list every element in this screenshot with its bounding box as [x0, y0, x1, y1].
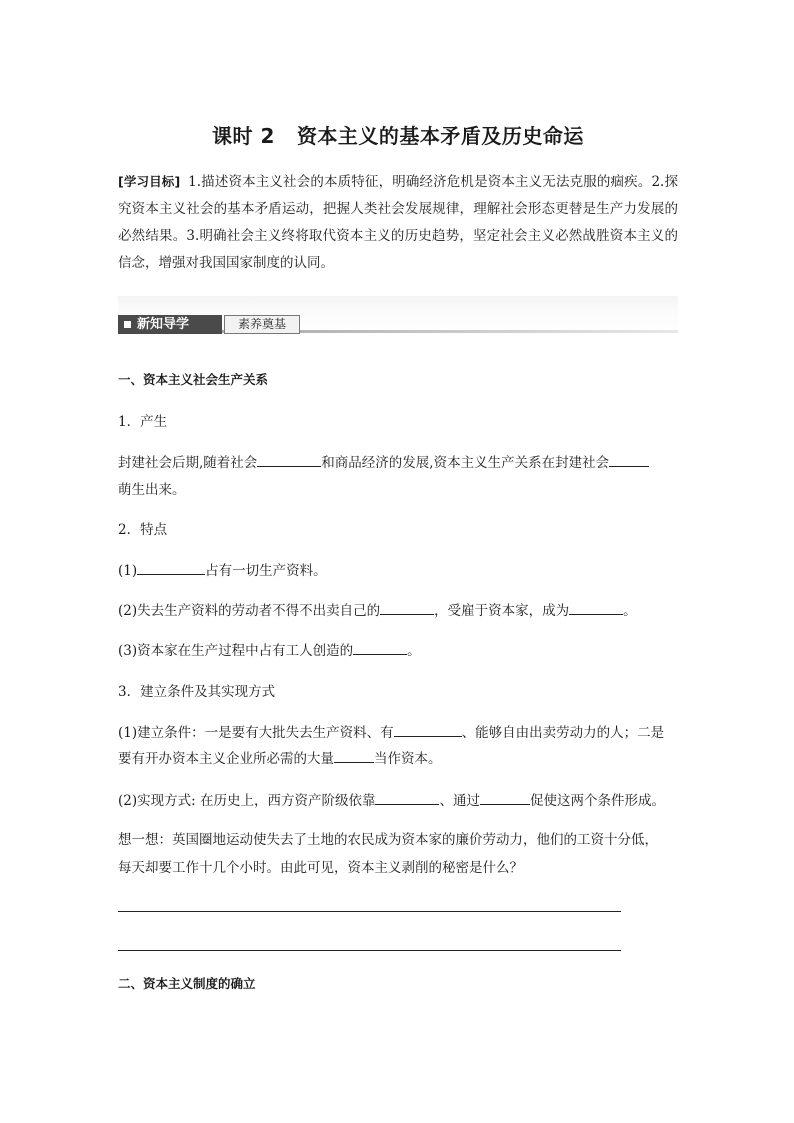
answer-blank[interactable] — [375, 790, 439, 805]
answer-blank[interactable] — [480, 790, 530, 805]
banner-main-text: 新知导学 — [137, 317, 190, 332]
origin-line-2: 萌生出来。 — [118, 482, 186, 498]
answer-blank[interactable] — [609, 452, 649, 467]
title-lesson-number: 课时 2 — [212, 124, 275, 148]
banner-main-label — [118, 315, 222, 334]
answer-blank[interactable] — [257, 452, 321, 467]
condition-line-1: (1)建立条件：一是要有大批失去生产资料、有 、能够自由出卖劳动力的人；二是 — [118, 722, 664, 743]
answer-line[interactable] — [118, 911, 621, 912]
learning-goals-tag: [学习目标] — [118, 174, 181, 189]
answer-blank[interactable] — [394, 722, 462, 737]
answer-blank[interactable] — [137, 560, 205, 575]
title-lesson-name: 资本主义的基本矛盾及历史命运 — [296, 124, 584, 148]
origin-line-1: 封建社会后期,随着社会 和商品经济的发展,资本主义生产关系在封建社会 — [118, 452, 649, 473]
answer-blank[interactable] — [334, 748, 374, 763]
condition-line-2: 要有开办资本主义企业所必需的大量 当作资本。 — [118, 748, 442, 769]
learning-goals — [118, 168, 678, 277]
answer-blank[interactable] — [353, 640, 407, 655]
condition-line-3: (2)实现方式: 在历史上，西方资产阶级依靠 、通过 促使这两个条件形成。 — [118, 790, 665, 811]
banner-sub-label: 素养奠基 — [224, 315, 300, 334]
subheading-conditions: 3．建立条件及其实现方式 — [118, 684, 276, 700]
subheading-origin: 1．产生 — [118, 414, 168, 430]
section-heading-1: 一、资本主义社会生产关系 — [118, 372, 269, 387]
feature-2: (2)失去生产资料的劳动者不得不出卖自己的 ，受雇于资本家，成为 。 — [118, 600, 637, 621]
section-heading-2: 二、资本主义制度的确立 — [118, 976, 256, 991]
answer-line[interactable] — [118, 950, 621, 951]
feature-3: (3)资本家在生产过程中占有工人创造的 。 — [118, 640, 421, 661]
feature-1: (1) 占有一切生产资料。 — [118, 560, 327, 581]
page-title — [118, 120, 678, 149]
answer-blank[interactable] — [569, 600, 623, 615]
square-bullet-icon — [124, 321, 131, 328]
think-line-2: 每天却要工作十几个小时。由此可见，资本主义剥削的秘密是什么？ — [118, 860, 523, 876]
section-banner — [118, 296, 678, 336]
learning-goals-text: 1.描述资本主义社会的本质特征，明确经济危机是资本主义无法克服的痼疾。2.探究资本主义社会的基本矛盾运动，把握人类社会发展规律，理解社会形态更替是生产力发展的必然结果。3.明确社会主义终将取代资本主义的历史趋势，坚定社会主义必然战胜资本主义的信念，增强对我国国家制度的认同。 — [118, 174, 678, 271]
subheading-features: 2．特点 — [118, 522, 168, 538]
think-line-1: 想一想：英国圈地运动使失去了土地的农民成为资本家的廉价劳动力，他们的工资十分低， — [118, 832, 658, 848]
answer-blank[interactable] — [380, 600, 434, 615]
